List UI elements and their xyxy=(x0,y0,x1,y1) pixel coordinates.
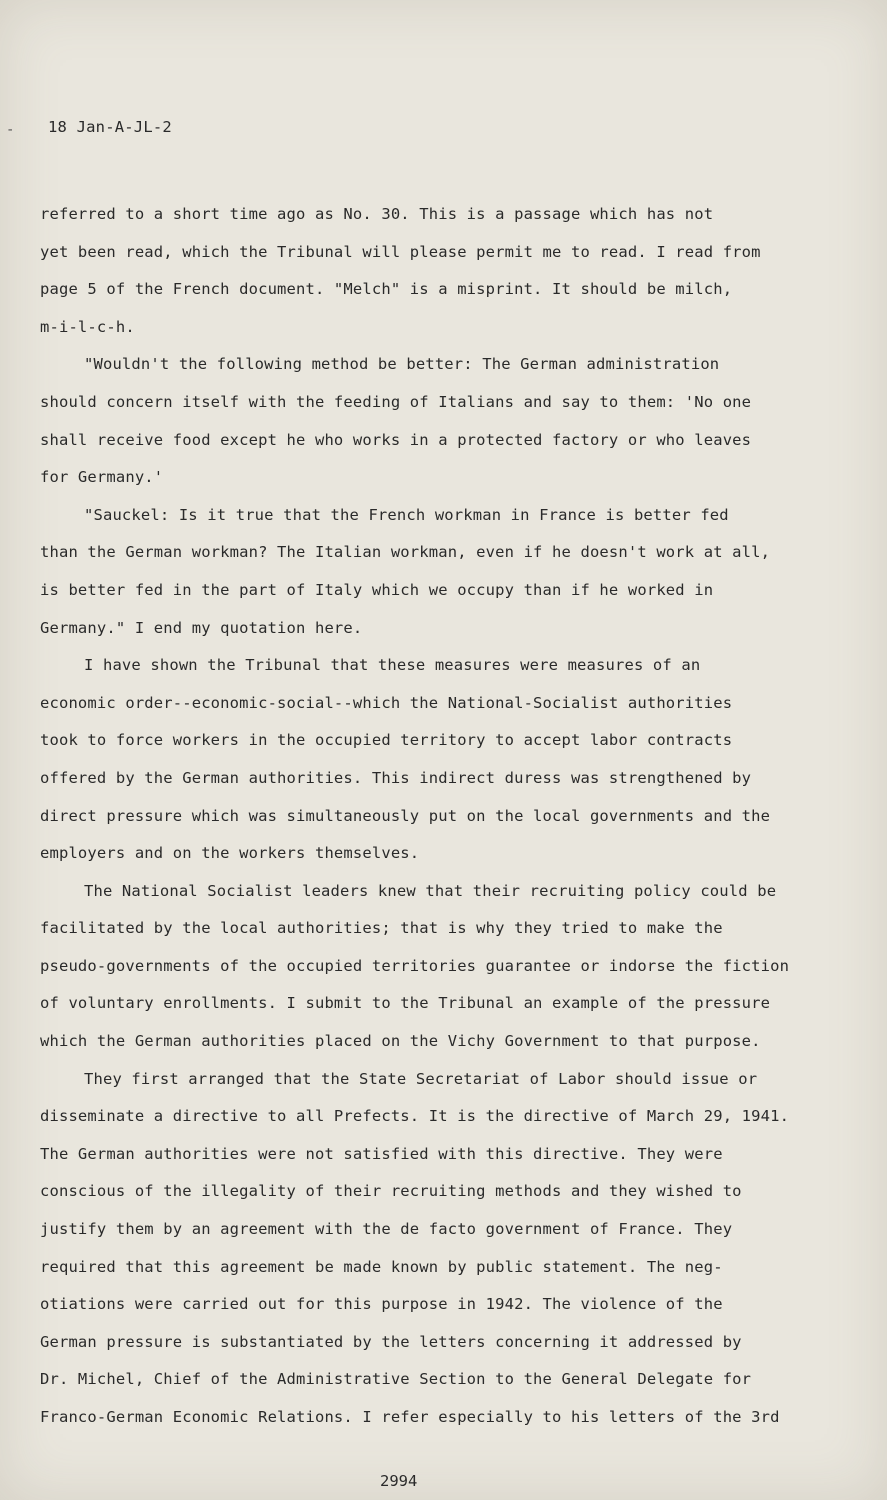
text-line: "Sauckel: Is it true that the French workman in France is better fed xyxy=(84,505,729,524)
text-line: The German authorities were not satisfied with this directive. They were xyxy=(40,1144,723,1163)
text-line: shall receive food except he who works in a protected factory or who leaves xyxy=(40,430,752,449)
text-line: than the German workman? The Italian workman, even if he doesn't work at all, xyxy=(40,543,771,562)
text-line: Franco-German Economic Relations. I refer especially to his letters of the 3rd xyxy=(40,1408,780,1426)
text-line: disseminate a directive to all Prefects. It is the directive of March 29, 1941. xyxy=(40,1107,790,1126)
text-line: took to force workers in the occupied territory to accept labor contracts xyxy=(40,731,733,750)
text-line: m-i-l-c-h. xyxy=(40,317,135,336)
text-line: required that this agreement be made known by public statement. The neg- xyxy=(40,1257,723,1276)
text-line: facilitated by the local authorities; that is why they tried to make the xyxy=(40,919,723,938)
page-reference: 18 Jan-A-JL-2 xyxy=(48,118,172,136)
text-line: which the German authorities placed on the Vichy Government to that purpose. xyxy=(40,1032,761,1051)
margin-mark: - xyxy=(6,122,15,138)
text-line: German pressure is substantiated by the letters concerning it addressed by xyxy=(40,1332,742,1351)
text-line: is better fed in the part of Italy which we occupy than if he worked in xyxy=(40,580,714,599)
text-line: pseudo-governments of the occupied territories guarantee or indorse the fiction xyxy=(40,956,790,975)
text-line: of voluntary enrollments. I submit to the Tribunal an example of the pressure xyxy=(40,994,771,1013)
text-line: offered by the German authorities. This indirect duress was strengthened by xyxy=(40,768,752,787)
text-line: Germany." I end my quotation here. xyxy=(40,618,363,637)
text-line: "Wouldn't the following method be better: The German administration xyxy=(84,355,720,374)
text-line: justify them by an agreement with the de facto government of France. They xyxy=(40,1220,733,1239)
text-line: yet been read, which the Tribunal will please permit me to read. I read from xyxy=(40,242,761,261)
text-line: page 5 of the French document. "Melch" is a misprint. It should be milch, xyxy=(40,280,733,299)
text-line: should concern itself with the feeding of Italians and say to them: 'No one xyxy=(40,392,752,411)
text-line: for Germany.' xyxy=(40,468,164,487)
text-line: referred to a short time ago as No. 30. This is a passage which has not xyxy=(40,205,714,223)
text-line: Dr. Michel, Chief of the Administrative Section to the General Delegate for xyxy=(40,1370,752,1389)
text-line: employers and on the workers themselves. xyxy=(40,844,420,863)
text-line: conscious of the illegality of their recruiting methods and they wished to xyxy=(40,1182,742,1201)
text-line: economic order--economic-social--which the National-Socialist authorities xyxy=(40,693,733,712)
text-line: The National Socialist leaders knew that their recruiting policy could be xyxy=(84,881,777,900)
transcript-body xyxy=(40,196,810,1437)
page-number: 2994 xyxy=(380,1472,418,1490)
text-line: They first arranged that the State Secretariat of Labor should issue or xyxy=(84,1069,758,1088)
text-line: I have shown the Tribunal that these measures were measures of an xyxy=(84,656,701,675)
text-line: otiations were carried out for this purpose in 1942. The violence of the xyxy=(40,1295,723,1314)
text-line: direct pressure which was simultaneously put on the local governments and the xyxy=(40,806,771,825)
